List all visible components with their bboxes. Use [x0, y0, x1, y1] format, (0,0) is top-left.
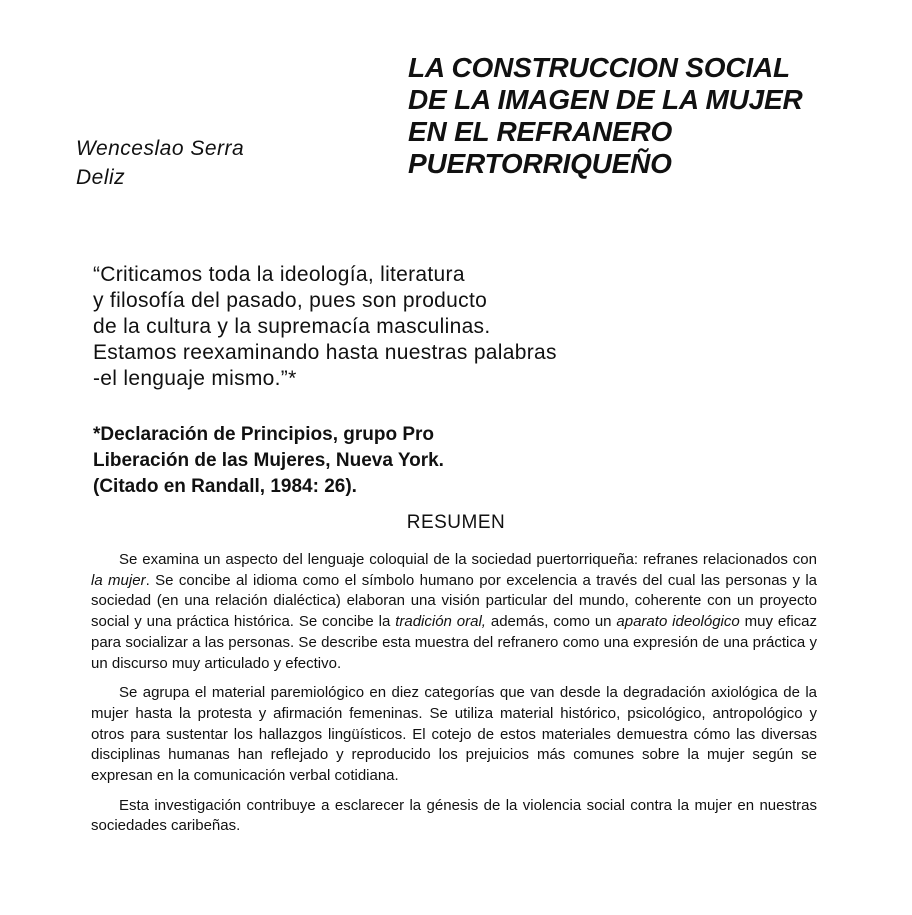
epigraph-line-4: Estamos reexaminando hasta nuestras palabras: [93, 341, 557, 364]
title-line-2: DE LA IMAGEN DE LA MUJER: [408, 84, 803, 115]
citation-line-2: Liberación de las Mujeres, Nueva York.: [93, 450, 444, 471]
p1-emphasis-la-mujer: la mujer: [91, 571, 146, 589]
epigraph-line-1: “Criticamos toda la ideología, literatura: [93, 263, 465, 286]
abstract-paragraph-3: Esta investigación contribuye a esclarecer la génesis de la violencia social contra la mujer en nuestras sociedades caribeñas.: [91, 796, 817, 835]
author-line-2: Deliz: [76, 166, 126, 189]
p1-emphasis-aparato-ideologico: aparato ideológico: [616, 613, 740, 631]
p1-emphasis-tradicion-oral: tradición oral,: [395, 613, 486, 631]
epigraph-line-3: de la cultura y la supremacía masculinas.: [93, 315, 491, 338]
author-name: [76, 134, 316, 192]
citation-line-3: (Citado en Randall, 1984: 26).: [93, 476, 357, 497]
abstract-body: [91, 550, 817, 846]
article-title: [408, 52, 848, 180]
p1-text-g: muy eficaz para socializar a las personas. Se describe esta muestra del refranero como una expresión de una práctica y un discurso muy articulado y efectivo.: [91, 613, 818, 672]
title-line-1: LA CONSTRUCCION SOCIAL: [408, 52, 790, 83]
epigraph-quote: [93, 262, 733, 392]
title-line-4: PUERTORRIQUEÑO: [408, 148, 672, 179]
epigraph-line-2: y filosofía del pasado, pues son producto: [93, 289, 488, 312]
epigraph-line-5: -el lenguaje mismo.”*: [93, 367, 297, 390]
p1-text-c: . Se concibe al idioma como el símbolo humano por excelencia a través del cual las personas y la sociedad (en una relación dialéctica) elaboran una visión particular del mundo, coherente con un proyecto social y una práctica histórica. Se concibe la: [91, 571, 817, 631]
abstract-paragraph-2: Se agrupa el material paremiológico en diez categorías que van desde la degradación axiológica de la mujer hasta la protesta y afirmación femeninas. Se utiliza material histórico, psicológico, antropológico y otros para sustentar los hallazgos lingüísticos. El cotejo de estos materiales demuestra cómo las diversas disciplinas humanas han reflejado y reproducido los prejuicios más comunes sobre la mujer según se expresan en la comunicación verbal cotidiana.: [91, 684, 817, 785]
author-line-1: Wenceslao Serra: [76, 137, 245, 160]
abstract-heading: RESUMEN: [406, 512, 506, 533]
p1-text-a: Se examina un aspecto del lenguaje coloquial de la sociedad puertorriqueña: refranes relacionados con: [119, 551, 817, 568]
citation-line-1: *Declaración de Principios, grupo Pro: [93, 424, 435, 445]
title-line-3: EN EL REFRANERO: [408, 116, 673, 147]
abstract-paragraph-1: [91, 550, 817, 674]
p1-text-e: además, como un: [485, 613, 617, 631]
epigraph-citation: [93, 422, 613, 500]
